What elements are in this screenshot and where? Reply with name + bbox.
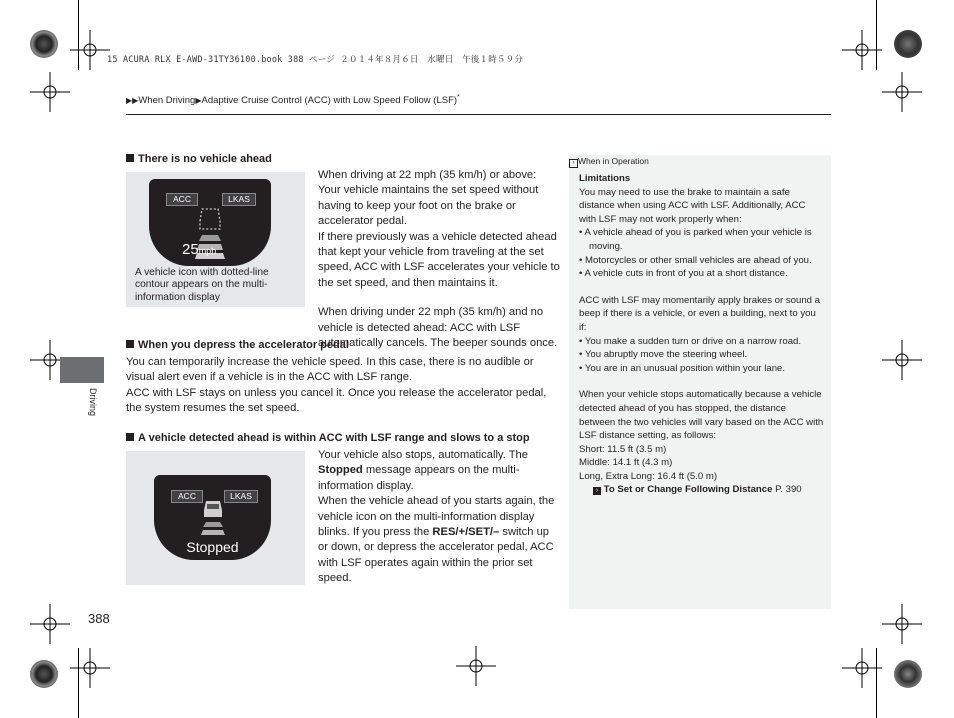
lkas-indicator: LKAS (222, 193, 256, 206)
crop-mark-right-middle (882, 340, 922, 380)
section1-para2: If there previously was a vehicle detected ahead that kept your vehicle from traveling at the set speed, ACC with LSF accelerates your vehicle to the set speed, and then maintains it. (318, 230, 560, 289)
breadcrumb-arrow-icon: ▶ (195, 96, 202, 106)
sidebar-bullet: • You are in an unusual position within your lane. (579, 362, 786, 374)
xref-page: P. 390 (775, 484, 802, 496)
section3-heading: A vehicle detected ahead is within ACC with LSF range and slows to a stop (126, 432, 530, 444)
acc-indicator: ACC (171, 490, 203, 503)
breadcrumb-level1: When Driving (138, 95, 196, 107)
section3-body (318, 448, 560, 587)
color-rosette-bottom-left (30, 660, 58, 688)
crop-mark-right-lower (882, 604, 922, 644)
section-tab (60, 357, 104, 383)
sidebar-title: Limitations (579, 173, 631, 184)
sidebar-tag: › When in Operation (569, 156, 649, 168)
figure-vehicle-stopped (126, 451, 305, 585)
page-number: 388 (88, 611, 110, 626)
cross-reference[interactable] (579, 483, 824, 497)
vehicle-ahead-icon (197, 498, 229, 540)
distance-short: Short: 11.5 ft (3.5 m) (579, 443, 667, 455)
distance-middle: Middle: 14.1 ft (4.3 m) (579, 457, 673, 469)
xref-arrow-icon: › (593, 487, 601, 495)
crop-mark-right-upper (882, 72, 922, 112)
mid-display-stopped (154, 475, 271, 560)
color-rosette-top-left (30, 30, 58, 58)
section2-heading: When you depress the accelerator pedal (126, 339, 349, 351)
sidebar-content (579, 172, 824, 497)
trim-line-right-bottom (876, 648, 877, 718)
sidebar-bullet: • You abruptly move the steering wheel. (579, 349, 748, 361)
figure1-caption: A vehicle icon with dotted-line contour appears on the multi-information display (135, 267, 269, 303)
section2-para1: You can temporarily increase the vehicle speed. In this case, there is no audible or visual alert even if a vehicle is in the ACC with LSF range. (126, 356, 534, 384)
section3-para2: When the vehicle ahead of you starts again, the vehicle icon on the multi-information display blinks. If you press the RES/+/SET/– switch up or down, or depress the accelerator pedal, ACC with LSF operates again within the prior set speed. (318, 495, 555, 585)
trim-line-left-bottom (78, 648, 79, 718)
sidebar-para3: When your vehicle stops automatically because a vehicle detected ahead of you has stopped, the distance between the two vehicles will vary based on the ACC with LSF distance setting, as follows: (579, 389, 824, 442)
sidebar-para2: ACC with LSF may momentarily apply brakes or sound a beep if there is a vehicle, or even a building, next to you if: (579, 294, 821, 333)
square-bullet-icon (126, 154, 134, 162)
crop-mark-bottom-left (70, 648, 110, 688)
square-bullet-icon (126, 340, 134, 348)
color-rosette-top-right (894, 30, 922, 58)
section2-para2: ACC with LSF stays on unless you cancel it. Once you release the accelerator pedal, the system resumes the set speed. (126, 386, 547, 415)
mid-display-cruise (149, 179, 271, 266)
sidebar-intro: You may need to use the brake to maintain a safe distance when using ACC with LSF. Additionally, ACC with LSF may not work properly when: (579, 186, 806, 225)
stopped-term: Stopped (318, 464, 363, 477)
acc-indicator: ACC (166, 193, 198, 206)
side-section-label: Driving (88, 388, 98, 417)
color-rosette-bottom-right (894, 660, 922, 688)
stopped-message: Stopped (186, 539, 239, 555)
section3-para1: Your vehicle also stops, automatically. The Stopped message appears on the multi-information display. (318, 449, 528, 492)
breadcrumb-asterisk: * (457, 94, 460, 101)
crop-mark-top-left (70, 30, 110, 70)
breadcrumb (126, 94, 460, 106)
section2-body (126, 355, 560, 417)
section1-para3: When driving under 22 mph (35 km/h) and no vehicle is detected ahead: ACC with LSF automatically cancels. The beeper sounds once. (318, 306, 558, 350)
xref-link[interactable]: To Set or Change Following Distance (603, 484, 773, 496)
sidebar-bullet: • A vehicle ahead of you is parked when your vehicle is moving. (579, 227, 812, 252)
section1-para1: When driving at 22 mph (35 km/h) or above: Your vehicle maintains the set speed without having to keep your foot on the brake or accelerator pedal. (318, 169, 539, 228)
square-bullet-icon (126, 433, 134, 441)
set-speed: 25mph (182, 241, 217, 258)
note-arrow-icon: › (569, 159, 578, 168)
sidebar-bullet: • You make a sudden turn or drive on a narrow road. (579, 335, 802, 347)
header-rule (126, 114, 831, 115)
crop-mark-left-lower (30, 604, 70, 644)
breadcrumb-arrow-icon: ▶▶ (126, 96, 139, 106)
section1-body (318, 168, 560, 351)
lkas-indicator: LKAS (224, 490, 258, 503)
crop-mark-bottom-center (456, 646, 496, 686)
figure-no-vehicle-ahead (126, 172, 305, 307)
section1-heading: There is no vehicle ahead (126, 153, 272, 165)
distance-long: Long, Extra Long: 16.4 ft (5.0 m) (579, 470, 718, 482)
trim-line-left (78, 0, 79, 70)
sidebar-bullet: • A vehicle cuts in front of you at a short distance. (579, 268, 788, 280)
print-header: 15 ACURA RLX E-AWD-31TY36100.book 388 ページ ２０１４年８月６日 水曜日 午後１時５９分 (107, 55, 524, 65)
sidebar-bullet: • Motorcycles or other small vehicles are ahead of you. (579, 254, 812, 266)
trim-line-right (876, 0, 877, 70)
crop-mark-left-upper (30, 72, 70, 112)
res-set-switch-term: RES/+/SET/– (432, 526, 500, 539)
breadcrumb-level2: Adaptive Cruise Control (ACC) with Low Speed Follow (LSF) (201, 95, 458, 107)
